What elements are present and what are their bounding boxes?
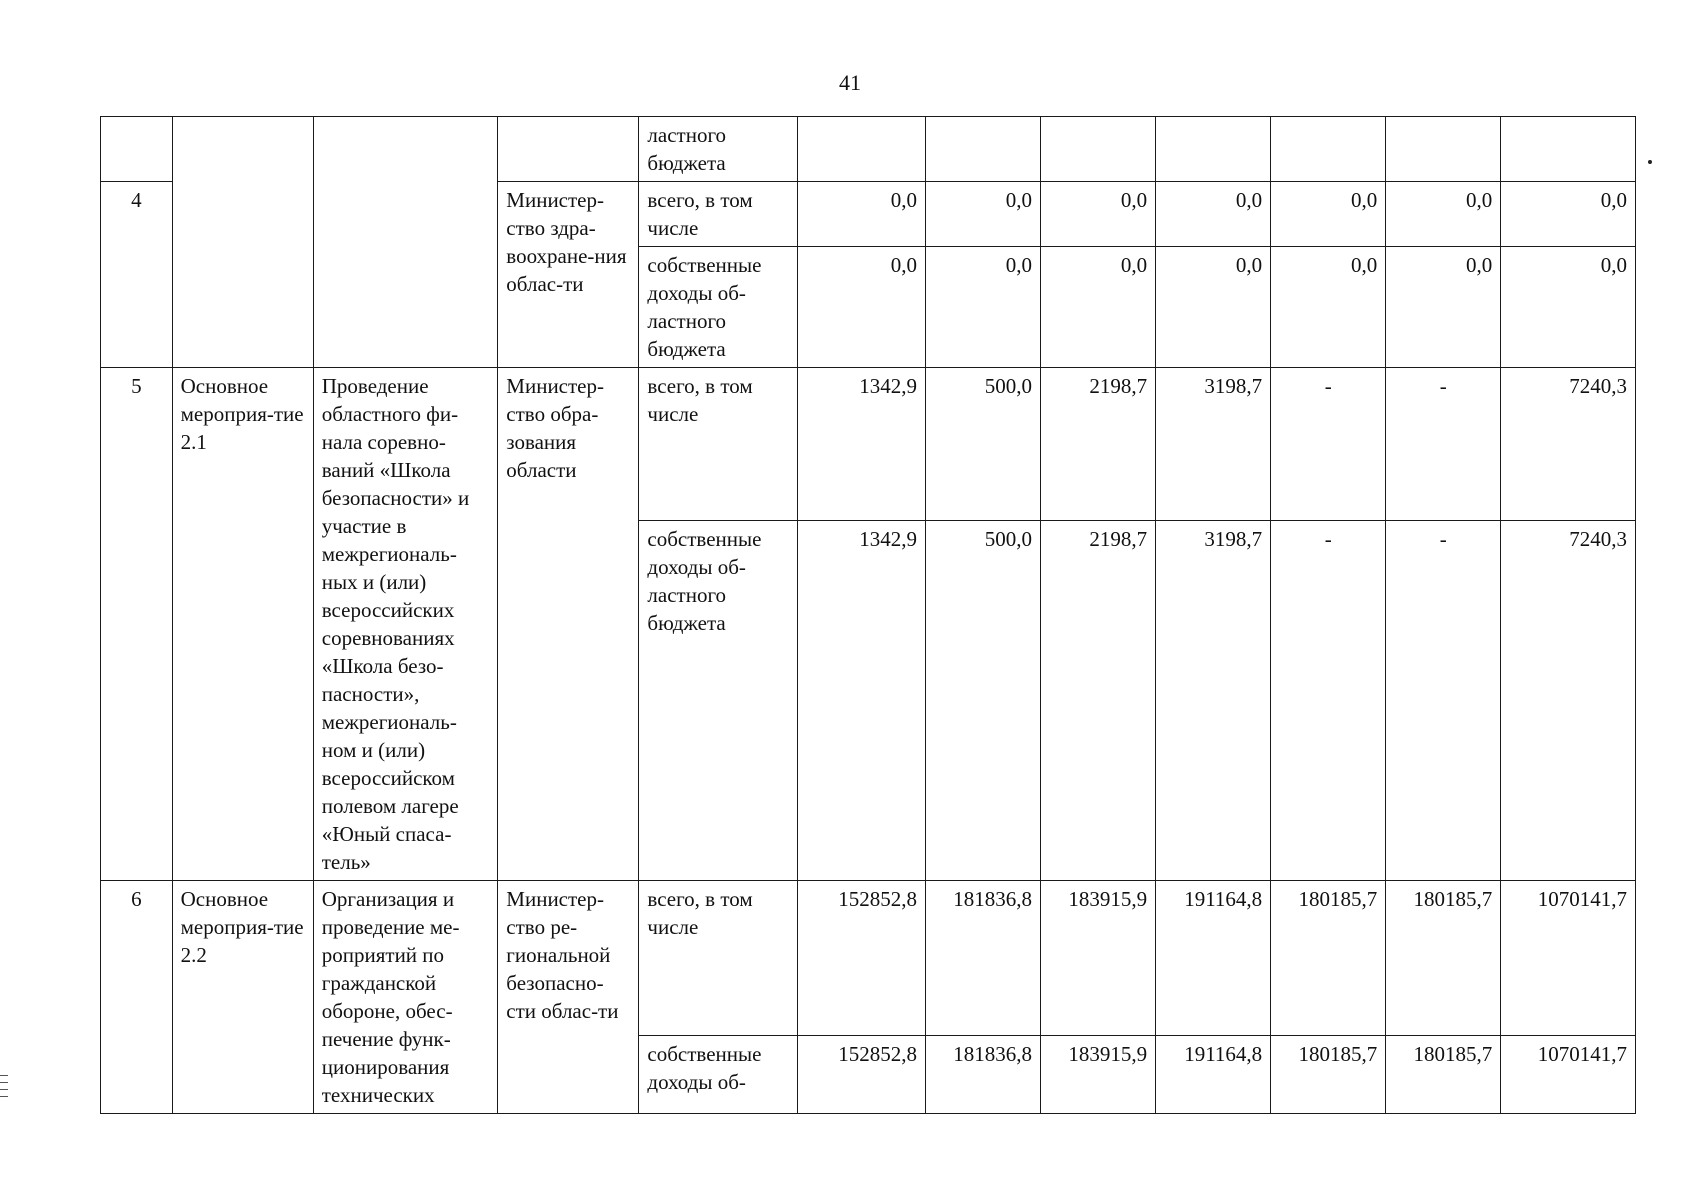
value-cell: 181836,8 xyxy=(925,1035,1040,1113)
value-cell: - xyxy=(1386,521,1501,881)
value-cell xyxy=(1041,117,1156,182)
kind-cell: Основное мероприя-тие 2.2 xyxy=(172,881,313,1114)
value-cell: 180185,7 xyxy=(1271,881,1386,1036)
kind-cell xyxy=(172,117,313,368)
value-cell: 1342,9 xyxy=(797,368,925,521)
value-cell: 0,0 xyxy=(1156,247,1271,368)
page-number: 41 xyxy=(839,70,861,95)
value-cell: - xyxy=(1271,521,1386,881)
scan-speck xyxy=(1648,160,1652,164)
value-cell: 181836,8 xyxy=(925,881,1040,1036)
funding-source-cell: всего, в том числе xyxy=(639,182,797,247)
value-cell: 500,0 xyxy=(925,521,1040,881)
row-number-cell: 6 xyxy=(101,881,173,1114)
value-cell: 152852,8 xyxy=(797,1035,925,1113)
executor-cell: Министер-ство ре-гиональной безопасно-сти облас-ти xyxy=(498,881,639,1114)
value-cell: 152852,8 xyxy=(797,881,925,1036)
value-cell: 0,0 xyxy=(1501,182,1636,247)
value-cell: 180185,7 xyxy=(1271,1035,1386,1113)
value-cell: 191164,8 xyxy=(1156,881,1271,1036)
value-cell: 180185,7 xyxy=(1386,1035,1501,1113)
budget-table xyxy=(100,116,1636,1114)
value-cell: 180185,7 xyxy=(1386,881,1501,1036)
row-number-cell: 5 xyxy=(101,368,173,881)
table-row xyxy=(101,117,1636,182)
value-cell: 0,0 xyxy=(1041,247,1156,368)
value-cell: 0,0 xyxy=(1271,182,1386,247)
funding-source-cell: всего, в том числе xyxy=(639,368,797,521)
value-cell: 7240,3 xyxy=(1501,368,1636,521)
value-cell xyxy=(1271,117,1386,182)
value-cell: 0,0 xyxy=(797,182,925,247)
value-cell: 3198,7 xyxy=(1156,521,1271,881)
value-cell: 500,0 xyxy=(925,368,1040,521)
funding-source-cell: собственные доходы об-ластного бюджета xyxy=(639,521,797,881)
value-cell: 183915,9 xyxy=(1041,1035,1156,1113)
table-row xyxy=(101,368,1636,521)
value-cell: 0,0 xyxy=(797,247,925,368)
value-cell xyxy=(925,117,1040,182)
value-cell: 7240,3 xyxy=(1501,521,1636,881)
table-row xyxy=(101,881,1636,1036)
value-cell: 0,0 xyxy=(1041,182,1156,247)
funding-source-cell: собственные доходы об-ластного бюджета xyxy=(639,247,797,368)
row-number-cell: 4 xyxy=(101,182,173,368)
description-cell xyxy=(313,117,498,368)
funding-source-cell: ластного бюджета xyxy=(639,117,797,182)
value-cell xyxy=(1156,117,1271,182)
value-cell: - xyxy=(1271,368,1386,521)
value-cell: 1342,9 xyxy=(797,521,925,881)
value-cell: 1070141,7 xyxy=(1501,881,1636,1036)
value-cell: - xyxy=(1386,368,1501,521)
value-cell: 0,0 xyxy=(1501,247,1636,368)
value-cell xyxy=(1501,117,1636,182)
row-number-cell xyxy=(101,117,173,182)
value-cell xyxy=(797,117,925,182)
value-cell: 183915,9 xyxy=(1041,881,1156,1036)
value-cell: 0,0 xyxy=(1271,247,1386,368)
scan-margin-marks xyxy=(0,1075,8,1103)
value-cell: 191164,8 xyxy=(1156,1035,1271,1113)
value-cell: 0,0 xyxy=(1156,182,1271,247)
value-cell xyxy=(1386,117,1501,182)
value-cell: 2198,7 xyxy=(1041,368,1156,521)
executor-cell: Министер-ство здра-воохране-ния облас-ти xyxy=(498,182,639,368)
value-cell: 0,0 xyxy=(925,247,1040,368)
value-cell: 0,0 xyxy=(1386,182,1501,247)
executor-cell: Министер-ство обра-зования области xyxy=(498,368,639,881)
description-cell: Проведение областного фи-нала соревно-ваний «Школа безопасности» и участие в межрегиональ-ных и (или) всероссийских соревнованиях «Школа безо-пасности», межрегиональ-ном и (или) всероссийском полевом лагере «Юный спаса-тель» xyxy=(313,368,498,881)
kind-cell: Основное мероприя-тие 2.1 xyxy=(172,368,313,881)
description-cell: Организация и проведение ме-роприятий по гражданской обороне, обес-печение функ-ционирования технических xyxy=(313,881,498,1114)
funding-source-cell: собственные доходы об- xyxy=(639,1035,797,1113)
value-cell: 0,0 xyxy=(925,182,1040,247)
funding-source-cell: всего, в том числе xyxy=(639,881,797,1036)
value-cell: 1070141,7 xyxy=(1501,1035,1636,1113)
value-cell: 0,0 xyxy=(1386,247,1501,368)
executor-cell xyxy=(498,117,639,182)
value-cell: 2198,7 xyxy=(1041,521,1156,881)
value-cell: 3198,7 xyxy=(1156,368,1271,521)
